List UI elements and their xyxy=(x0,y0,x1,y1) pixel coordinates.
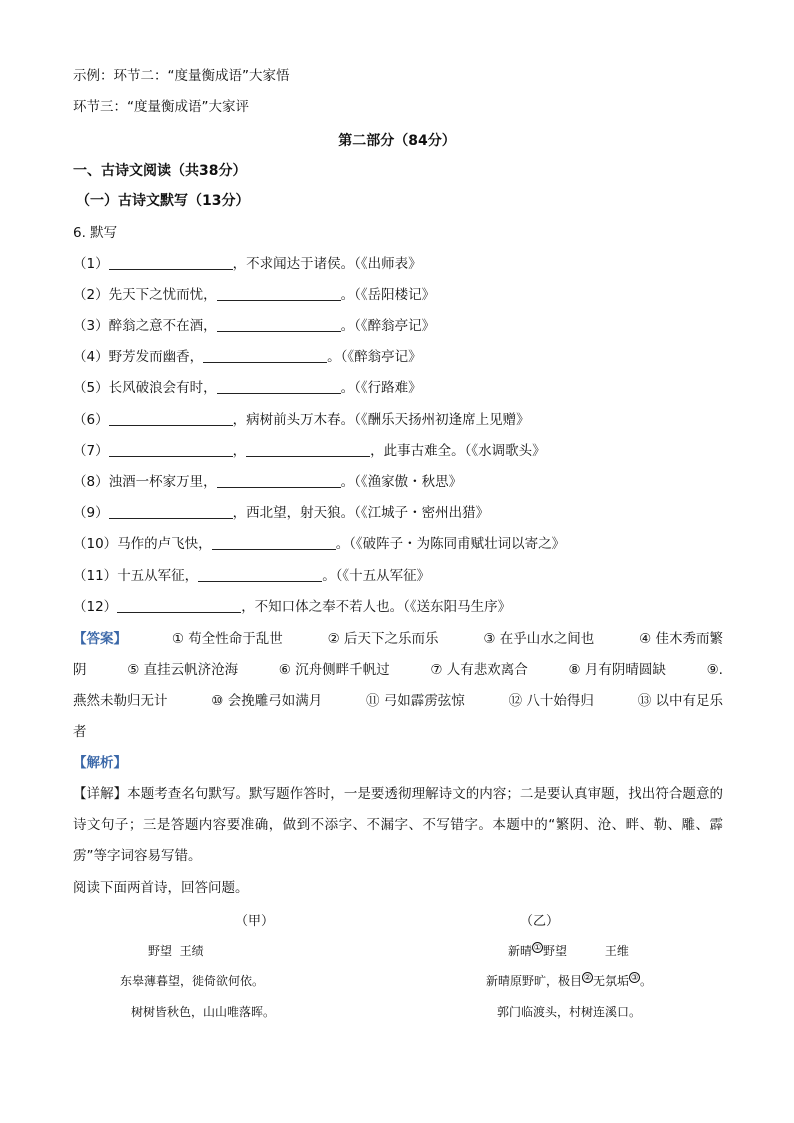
answer-label: 【答案】 xyxy=(73,631,127,647)
answer-row-1 xyxy=(73,629,723,649)
item-text: ，不知口体之奉不若人也。（《送东阳马生序》 xyxy=(241,599,512,615)
poem-b-line-2: 郭门临渡头，村树连溪口。 xyxy=(497,1005,642,1019)
item-number: （6） xyxy=(73,412,109,428)
item-text: ，此事古难全。（《水调歌头》 xyxy=(370,443,546,459)
step3-line: 环节三：“度量衡成语”大家评 xyxy=(73,99,249,115)
item-number: （2） xyxy=(73,287,109,303)
answer-continuation: 阴 xyxy=(73,662,87,678)
item-number: （10） xyxy=(73,536,118,552)
answer-blank[interactable] xyxy=(217,286,341,301)
answer-blank[interactable] xyxy=(246,442,370,457)
answer-item: ⑦ 人有悲欢离合 xyxy=(430,662,528,678)
answer-item: ④ 佳木秀而繁 xyxy=(639,631,723,647)
answer-blank[interactable] xyxy=(109,255,233,270)
item-6 xyxy=(73,410,530,430)
analysis-label: 【解析】 xyxy=(73,755,127,771)
item-text: 长风破浪会有时， xyxy=(108,380,217,396)
answer-blank[interactable] xyxy=(203,348,327,363)
item-number: （9） xyxy=(73,505,109,521)
answer-item: ① 苟全性命于乱世 xyxy=(171,631,283,647)
answer-blank[interactable] xyxy=(117,598,241,613)
item-text: 野芳发而幽香， xyxy=(108,349,204,365)
answer-blank[interactable] xyxy=(217,473,341,488)
item-5 xyxy=(73,378,422,398)
item-text: ，病树前头万木春。（《酬乐天扬州初逢席上见赠》 xyxy=(232,412,530,428)
answer-blank[interactable] xyxy=(109,411,233,426)
poem-b-label: （乙） xyxy=(520,914,560,929)
answer-item: ⑩ 会挽雕弓如满月 xyxy=(211,693,323,709)
item-7 xyxy=(73,441,546,461)
poem-b-line-1: 新晴原野旷，极目 ② 无氛垢 ③ 。 xyxy=(486,973,653,988)
item-number: （3） xyxy=(73,318,109,334)
answer-continuation: 者 xyxy=(73,724,87,740)
item-number: （5） xyxy=(73,380,109,396)
item-text: 马作的卢飞快， xyxy=(117,536,212,552)
answer-blank[interactable] xyxy=(198,567,322,582)
item-text: 。（《醉翁亭记》 xyxy=(340,318,436,334)
answer-item: ⑬ 以中有足乐 xyxy=(637,693,723,709)
answer-item: ⑤ 直挂云帆济沧海 xyxy=(127,662,239,678)
item-number: （1） xyxy=(73,256,109,272)
answer-row-3 xyxy=(73,691,723,711)
item-1 xyxy=(73,254,422,274)
item-text: 。（《行路难》 xyxy=(340,380,422,396)
answer-item: ② 后天下之乐而乐 xyxy=(327,631,439,647)
reading-intro: 阅读下面两首诗，回答问题。 xyxy=(73,880,249,896)
item-text: 。（《醉翁亭记》 xyxy=(327,349,422,365)
item-number: （4） xyxy=(73,349,109,365)
item-10 xyxy=(73,534,565,554)
item-text: 浊酒一杯家万里， xyxy=(108,474,217,490)
answer-row-2 xyxy=(73,660,723,680)
item-text: 。（《破阵子・为陈同甫赋壮词以寄之》 xyxy=(335,536,566,552)
item-8 xyxy=(73,472,462,492)
item-9 xyxy=(73,503,489,523)
item-text: 。（《渔家傲・秋思》 xyxy=(340,474,463,490)
poem-a-label: （甲） xyxy=(235,914,275,929)
item-4 xyxy=(73,347,422,367)
item-text: 醉翁之意不在酒， xyxy=(108,318,217,334)
item-text: ，不求闻达于诸侯。（《出师表》 xyxy=(232,256,422,272)
item-text: 。（《岳阳楼记》 xyxy=(340,287,436,303)
item-2 xyxy=(73,285,435,305)
answer-item: ③ 在乎山水之间也 xyxy=(483,631,595,647)
item-number: （8） xyxy=(73,474,109,490)
item-number: （7） xyxy=(73,443,109,459)
item-text: 先天下之忧而忧， xyxy=(108,287,217,303)
item-text: 十五从军征， xyxy=(117,568,199,584)
answer-blank[interactable] xyxy=(217,379,341,394)
subsection-title: （一）古诗文默写（13分） xyxy=(76,193,250,209)
answer-blank[interactable] xyxy=(212,535,336,550)
answer-item: ⑨. xyxy=(706,662,723,678)
item-3 xyxy=(73,316,435,336)
item-12 xyxy=(73,597,511,617)
poem-b-title: 新晴 ① 野望 王维 xyxy=(508,943,629,958)
answer-blank[interactable] xyxy=(217,317,341,332)
item-number: （12） xyxy=(73,599,118,615)
part-title: 第二部分（84分） xyxy=(338,133,456,149)
answer-item: ⑥ 沉舟侧畔千帆过 xyxy=(278,662,390,678)
poem-a-title: 野望 王绩 xyxy=(148,944,204,958)
answer-item: ⑧ 月有阴晴圆缺 xyxy=(568,662,666,678)
answer-item: ⑪ 弓如霹雳弦惊 xyxy=(366,693,465,709)
answer-blank[interactable] xyxy=(109,442,233,457)
question-6-label: 6. 默写 xyxy=(73,225,118,241)
poem-a-line-1: 东皋薄暮望，徙倚欲何依。 xyxy=(120,974,265,988)
answer-item: ⑫ 八十始得归 xyxy=(508,693,594,709)
item-text: 。（《十五从军征》 xyxy=(322,568,431,584)
item-11 xyxy=(73,566,430,586)
item-text: ，西北望，射天狼。（《江城子・密州出猎》 xyxy=(232,505,490,521)
answer-blank[interactable] xyxy=(109,504,233,519)
answer-continuation: 燕然未勒归无计 xyxy=(73,693,168,709)
section-title: 一、古诗文阅读（共38分） xyxy=(73,163,247,179)
item-text: ， xyxy=(232,443,247,459)
example-line: 示例：环节二：“度量衡成语”大家悟 xyxy=(73,68,290,84)
analysis-text: 【详解】本题考查名句默写。默写题作答时，一是要透彻理解诗文的内容；二是要认真审题，找出符合题意的诗文句子；三是答题内容要准确，做到不添字、不漏字、不写错字。本题中的“繁阴、沧、畔、勒、雕、霹雳”等字词容易写错。 xyxy=(73,786,723,864)
item-number: （11） xyxy=(73,568,118,584)
poem-a-line-2: 树树皆秋色，山山唯落晖。 xyxy=(131,1005,276,1019)
